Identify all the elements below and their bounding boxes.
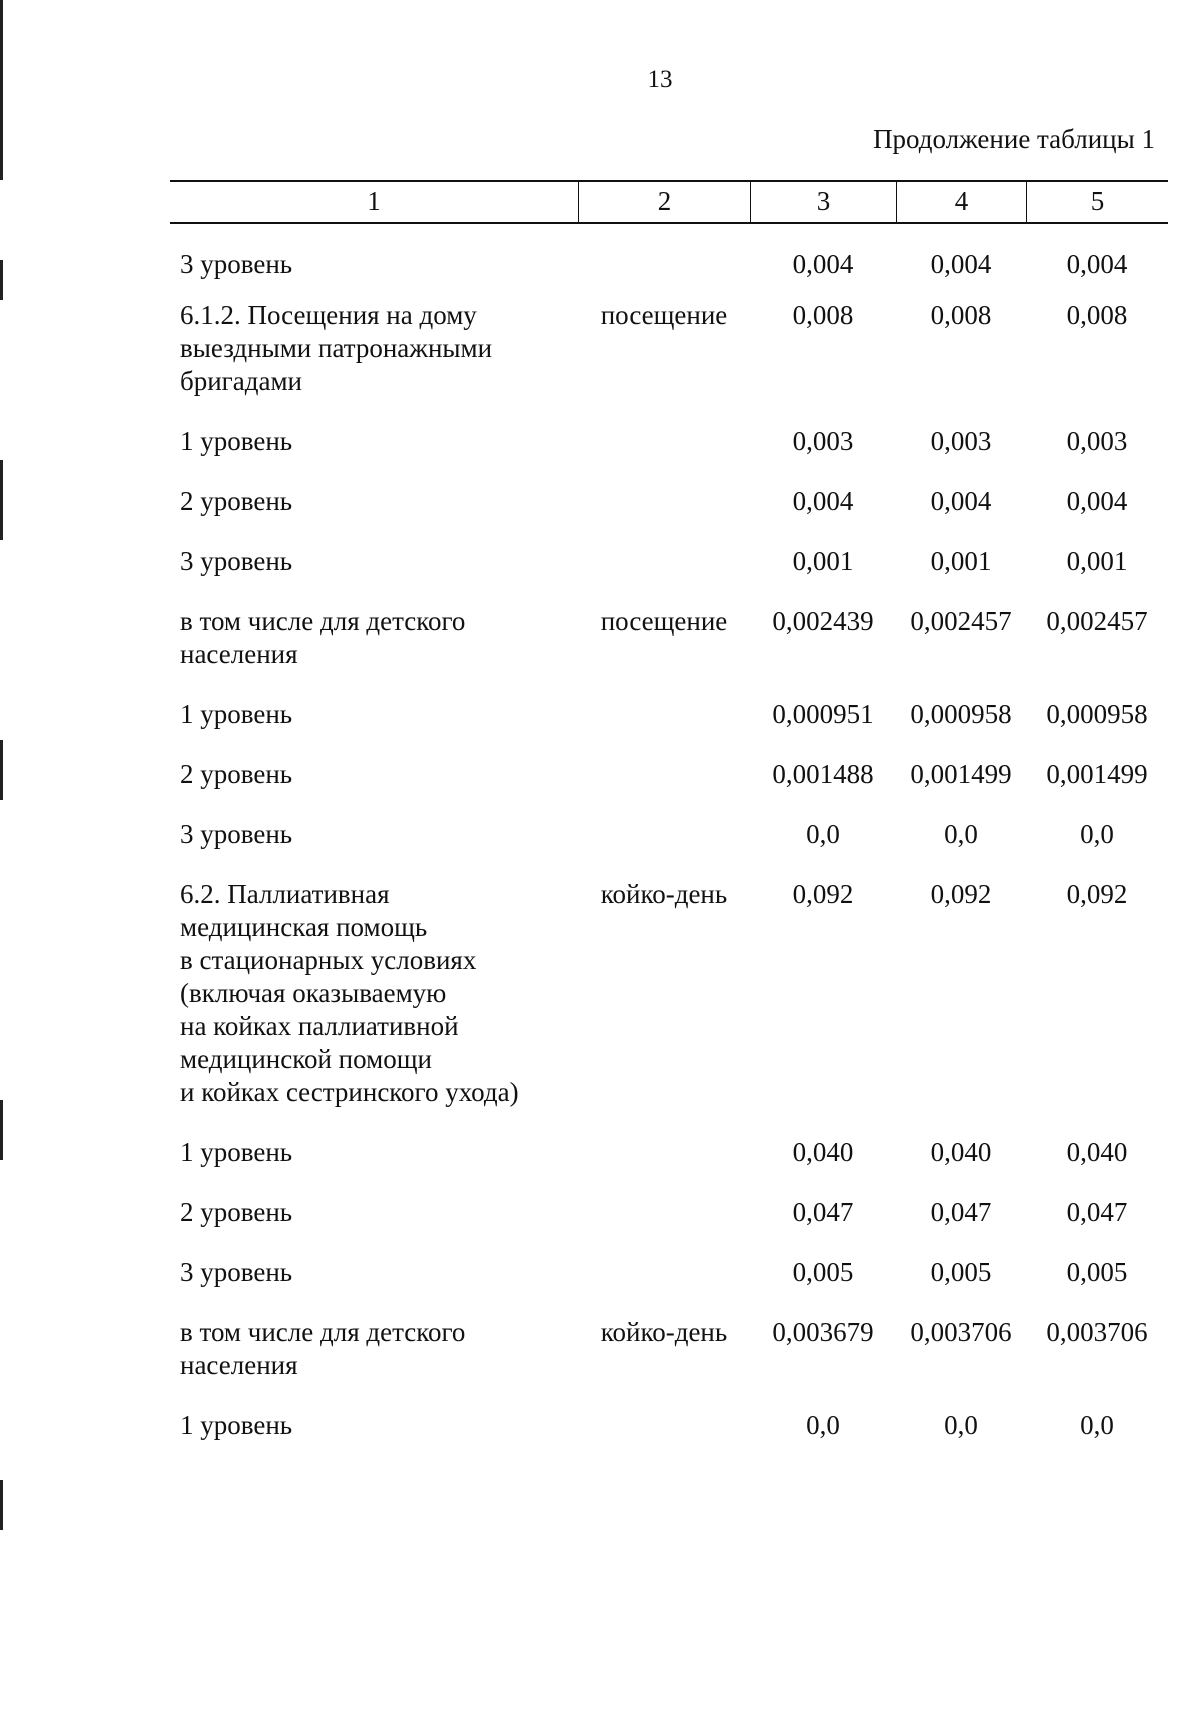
table-row: [170, 485, 1168, 518]
value-col4-cell: 0,047: [930, 1197, 992, 1227]
table-row: [170, 248, 1168, 281]
value-col3-cell: 0,003679: [772, 1317, 874, 1347]
value-col5-cell: 0,040: [1066, 1137, 1128, 1167]
value-col5-cell: 0,092: [1066, 879, 1128, 909]
value-col4-cell: 0,0: [944, 819, 978, 849]
value-col4-cell: 0,008: [930, 300, 992, 330]
value-col4-cell: 0,003706: [910, 1317, 1012, 1347]
unit-cell: посещение: [600, 300, 728, 330]
table-header-row: [170, 180, 1168, 224]
value-col3-cell: 0,002439: [772, 606, 874, 636]
row-name-cell: [170, 1256, 578, 1289]
row-name-cell: [170, 758, 578, 791]
row-name-line: медицинская помощь: [180, 912, 428, 942]
row-name-line: 2 уровень: [180, 486, 293, 516]
value-col5-cell: 0,004: [1066, 486, 1128, 516]
row-name-cell: [170, 878, 578, 1109]
value-col4-cell: 0,004: [930, 249, 992, 279]
value-col3-cell: 0,001: [792, 546, 854, 576]
row-name-line: населения: [180, 639, 298, 669]
table-row: [170, 1256, 1168, 1289]
value-col5-cell: 0,0: [1080, 1410, 1114, 1440]
table-row: [170, 698, 1168, 731]
table-row: [170, 605, 1168, 671]
column-header-5: 5: [1026, 182, 1168, 222]
value-col5-cell: 0,0: [1080, 819, 1114, 849]
row-name-line: и койках сестринского ухода): [180, 1077, 519, 1107]
row-name-cell: [170, 485, 578, 518]
row-name-line: 6.2. Паллиативная: [180, 879, 390, 909]
table-body: [170, 248, 1168, 1469]
column-header-2: 2: [578, 182, 750, 222]
scan-edge-mark: [0, 1480, 3, 1530]
unit-cell: посещение: [600, 606, 728, 636]
value-col4-cell: 0,002457: [910, 606, 1012, 636]
row-name-line: 1 уровень: [180, 1410, 293, 1440]
value-col5-cell: 0,005: [1066, 1257, 1128, 1287]
value-col3-cell: 0,005: [792, 1257, 854, 1287]
row-name-line: в том числе для детского: [180, 1317, 466, 1347]
value-col4-cell: 0,001: [930, 546, 992, 576]
value-col5-cell: 0,000958: [1046, 699, 1148, 729]
value-col5-cell: 0,002457: [1046, 606, 1148, 636]
value-col3-cell: 0,004: [792, 486, 854, 516]
value-col3-cell: 0,047: [792, 1197, 854, 1227]
unit-cell: койко-день: [600, 1317, 728, 1347]
table-row: [170, 1196, 1168, 1229]
row-name-cell: [170, 248, 578, 281]
value-col5-cell: 0,003706: [1046, 1317, 1148, 1347]
value-col3-cell: 0,0: [806, 1410, 840, 1440]
value-col5-cell: 0,004: [1066, 249, 1128, 279]
value-col4-cell: 0,000958: [910, 699, 1012, 729]
row-name-line: в стационарных условиях: [180, 945, 477, 975]
table-row: [170, 1409, 1168, 1442]
row-name-line: 1 уровень: [180, 426, 293, 456]
value-col4-cell: 0,004: [930, 486, 992, 516]
row-name-cell: [170, 1196, 578, 1229]
table-row: [170, 818, 1168, 851]
row-name-line: 3 уровень: [180, 249, 293, 279]
row-name-line: 1 уровень: [180, 1137, 293, 1167]
row-name-line: выездными патронажными: [180, 333, 493, 363]
table-row: [170, 1316, 1168, 1382]
table-continuation-label: Продолжение таблицы 1: [873, 124, 1155, 154]
row-name-line: 3 уровень: [180, 819, 293, 849]
row-name-line: в том числе для детского: [180, 606, 466, 636]
column-header-1: 1: [367, 186, 381, 216]
value-col4-cell: 0,040: [930, 1137, 992, 1167]
row-name-cell: [170, 605, 578, 671]
value-col3-cell: 0,003: [792, 426, 854, 456]
scan-edge-mark: [0, 0, 3, 180]
table-row: [170, 758, 1168, 791]
row-name-line: на койках паллиативной: [180, 1011, 459, 1041]
value-col3-cell: 0,0: [806, 819, 840, 849]
row-name-line: 2 уровень: [180, 759, 293, 789]
row-name-line: 6.1.2. Посещения на дому: [180, 300, 477, 330]
row-name-line: 1 уровень: [180, 699, 293, 729]
value-col5-cell: 0,008: [1066, 300, 1128, 330]
column-header-3: 3: [750, 182, 896, 222]
value-col3-cell: 0,092: [792, 879, 854, 909]
table-row: [170, 545, 1168, 578]
row-name-cell: [170, 698, 578, 731]
value-col4-cell: 0,092: [930, 879, 992, 909]
table-row: [170, 425, 1168, 458]
row-name-cell: [170, 299, 578, 398]
row-name-line: бригадами: [180, 366, 303, 396]
column-header-4: 4: [896, 182, 1026, 222]
page-number: 13: [647, 66, 673, 93]
scan-edge-mark: [0, 1100, 3, 1160]
row-name-cell: [170, 818, 578, 851]
value-col3-cell: 0,008: [792, 300, 854, 330]
value-col5-cell: 0,047: [1066, 1197, 1128, 1227]
row-name-cell: [170, 1316, 578, 1382]
value-col5-cell: 0,001: [1066, 546, 1128, 576]
row-name-line: 3 уровень: [180, 1257, 293, 1287]
value-col3-cell: 0,000951: [772, 699, 874, 729]
value-col4-cell: 0,0: [944, 1410, 978, 1440]
table-row: [170, 878, 1168, 1109]
table-row: [170, 299, 1168, 398]
value-col3-cell: 0,004: [792, 249, 854, 279]
value-col4-cell: 0,005: [930, 1257, 992, 1287]
row-name-line: медицинской помощи: [180, 1044, 432, 1074]
value-col4-cell: 0,001499: [910, 759, 1012, 789]
value-col5-cell: 0,001499: [1046, 759, 1148, 789]
row-name-cell: [170, 425, 578, 458]
row-name-line: (включая оказываемую: [180, 978, 447, 1008]
row-name-cell: [170, 1136, 578, 1169]
row-name-cell: [170, 545, 578, 578]
scan-edge-mark: [0, 260, 3, 300]
scan-edge-mark: [0, 460, 3, 540]
table-row: [170, 1136, 1168, 1169]
scan-edge-mark: [0, 740, 3, 800]
row-name-cell: [170, 1409, 578, 1442]
value-col3-cell: 0,001488: [772, 759, 874, 789]
row-name-line: 2 уровень: [180, 1197, 293, 1227]
unit-cell: койко-день: [600, 879, 728, 909]
value-col4-cell: 0,003: [930, 426, 992, 456]
value-col3-cell: 0,040: [792, 1137, 854, 1167]
value-col5-cell: 0,003: [1066, 426, 1128, 456]
row-name-line: населения: [180, 1350, 298, 1380]
row-name-line: 3 уровень: [180, 546, 293, 576]
